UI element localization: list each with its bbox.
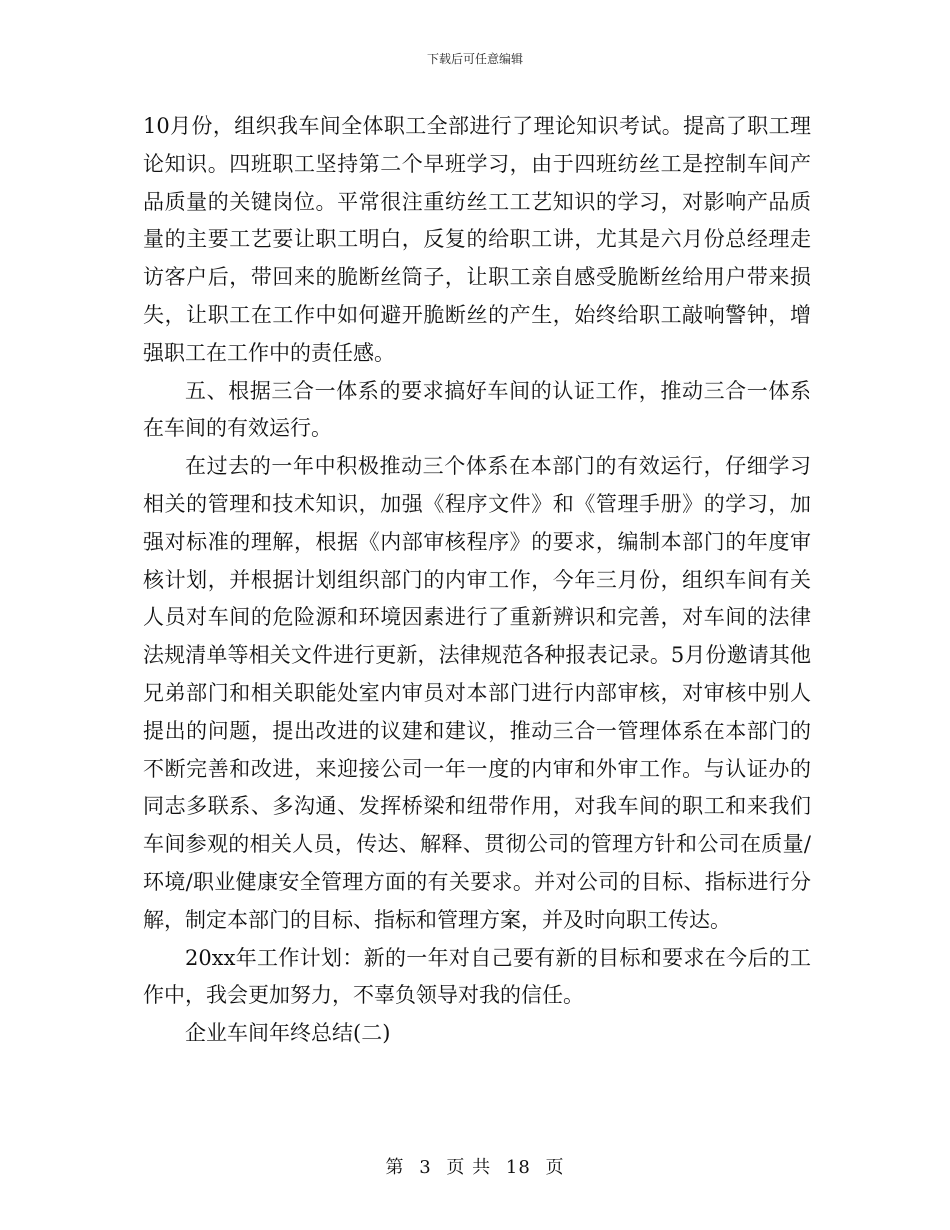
section-heading: 企业车间年终总结(二) bbox=[185, 1021, 391, 1046]
footer-current-page: 3 bbox=[419, 1157, 432, 1178]
paragraph-2: 五、根据三合一体系的要求搞好车间的认证工作，推动三合一体系在车间的有效运行。 bbox=[143, 378, 811, 441]
paragraph-1: 10月份，组织我车间全体职工全部进行了理论知识考试。提高了职工理论知识。四班职工坚持第二个早班学习，由于四班纺丝工是控制车间产品质量的关键岗位。平常很注重纺丝工工艺知识的学习，对影响产品质量的主要工艺要让职工明白，反复的给职工讲，尤其是六月份总经理走访客户后，带回来的脆断丝筒子，让职工亲自感受脆断丝给用户带来损失，让职工在工作中如何避开脆断丝的产生，始终给职工敲响警钟，增强职工在工作中的责任感。 bbox=[143, 114, 811, 365]
page-header bbox=[0, 50, 950, 67]
footer-total-pages: 18 bbox=[505, 1157, 531, 1178]
footer-middle: 页 共 bbox=[446, 1157, 492, 1178]
paragraph-4: 20xx年工作计划：新的一年对自己要有新的目标和要求在今后的工作中，我会更加努力，不辜负领导对我的信任。 bbox=[143, 945, 811, 1008]
page-footer bbox=[0, 1153, 950, 1179]
header-note: 下载后可任意编辑 bbox=[426, 52, 523, 66]
document-body bbox=[143, 108, 811, 1053]
paragraph-3: 在过去的一年中积极推动三个体系在本部门的有效运行，仔细学习相关的管理和技术知识，加强《程序文件》和《管理手册》的学习，加强对标准的理解，根据《内部审核程序》的要求，编制本部门的年度审核计划，并根据计划组织部门的内审工作，今年三月份，组织车间有关人员对车间的危险源和环境因素进行了重新辨识和完善，对车间的法律法规清单等相关文件进行更新，法律规范各种报表记录。5月份邀请其他兄弟部门和相关职能处室内审员对本部门进行内部审核，对审核中别人提出的问题，提出改进的议建和建议，推动三合一管理体系在本部门的不断完善和改进，来迎接公司一年一度的内审和外审工作。与认证办的同志多联系、多沟通、发挥桥梁和纽带作用，对我车间的职工和来我们车间参观的相关人员，传达、解释、贯彻公司的管理方针和公司在质量/环境/职业健康安全管理方面的有关要求。并对公司的目标、指标进行分解，制定本部门的目标、指标和管理方案，并及时向职工传达。 bbox=[143, 454, 811, 932]
footer-prefix: 第 bbox=[385, 1157, 405, 1178]
footer-suffix: 页 bbox=[545, 1157, 565, 1178]
